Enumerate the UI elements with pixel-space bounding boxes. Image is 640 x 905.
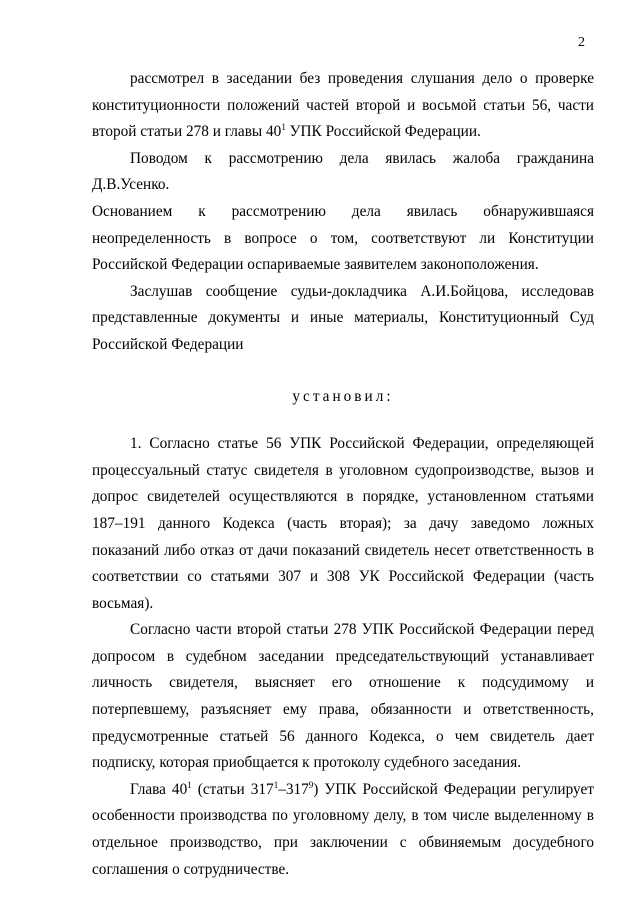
text-segment: 1. Согласно статье 56 УПК Российской Федерации, определяющей процессуальный статус свидетеля в уголовном судопроизводстве, вызов и допрос свидетелей осуществляются в порядке, установленном статьями 187–191 данного Кодекса (часть вторая); за дачу заведомо ложных показаний либо отказ от дачи показаний свидетель несет ответственность в соответствии со статьями 307 и 308 УК Российской Федерации (часть восьмая). bbox=[92, 435, 594, 612]
superscript: 1 bbox=[187, 779, 192, 790]
text-segment: Глава 40 bbox=[130, 780, 188, 798]
text-segment: ) УПК Российской Федерации регулирует особенности производства по уголовному делу, в том числе выделенному в отдельное производство, при заключении с обвиняемым досудебного соглашения о сотрудничестве. bbox=[92, 780, 594, 878]
text-segment: Поводом к рассмотрению дела явилась жалоба гражданина Д.В.Усенко. bbox=[92, 149, 594, 194]
text-segment: –317 bbox=[278, 780, 309, 798]
superscript: 1 bbox=[273, 779, 279, 790]
text-segment: рассмотрел в заседании без проведения слушания дело о проверке конституционности положений частей второй и восьмой статьи 56, части второй статьи 278 и главы 40 bbox=[92, 70, 594, 141]
paragraph-hearing bbox=[92, 279, 594, 359]
text-segment: (статьи 317 bbox=[191, 780, 274, 798]
text-segment: Основанием к рассмотрению дела явилась обнаружившаяся неопределенность в вопросе о том, соответствуют ли Конституции Российской Федерации оспариваемые заявителем законоположения. bbox=[92, 202, 594, 274]
paragraph-reason bbox=[92, 146, 594, 199]
section-heading: установил: bbox=[292, 387, 394, 405]
text-segment: Заслушав сообщение судьи-докладчика А.И.Бойцова, исследовав представленные документы и иные материалы, Конституционный Суд Российской Федерации bbox=[92, 282, 594, 353]
document-body bbox=[92, 66, 594, 883]
paragraph-article-278 bbox=[92, 617, 594, 777]
superscript: 9 bbox=[308, 779, 314, 790]
page-number: 2 bbox=[578, 35, 585, 50]
paragraph-basis bbox=[92, 199, 594, 279]
text-segment: Согласно части второй статьи 278 УПК Российской Федерации перед допросом в судебном заседании председательствующий устанавливает личность свидетеля, выясняет его отношение к подсудимому и потерпевшему, разъясняет ему права, обязанности и ответственность, предусмотренные статьей 56 данного Кодекса, о чем свидетель дает подписку, которая приобщается к протоколу судебного заседания. bbox=[92, 621, 594, 772]
superscript: 1 bbox=[281, 122, 286, 133]
paragraph-chapter-40 bbox=[92, 777, 594, 883]
text-segment: УПК Российской Федерации. bbox=[285, 123, 481, 141]
paragraph-article-56 bbox=[92, 431, 594, 617]
paragraph-intro bbox=[92, 66, 594, 146]
